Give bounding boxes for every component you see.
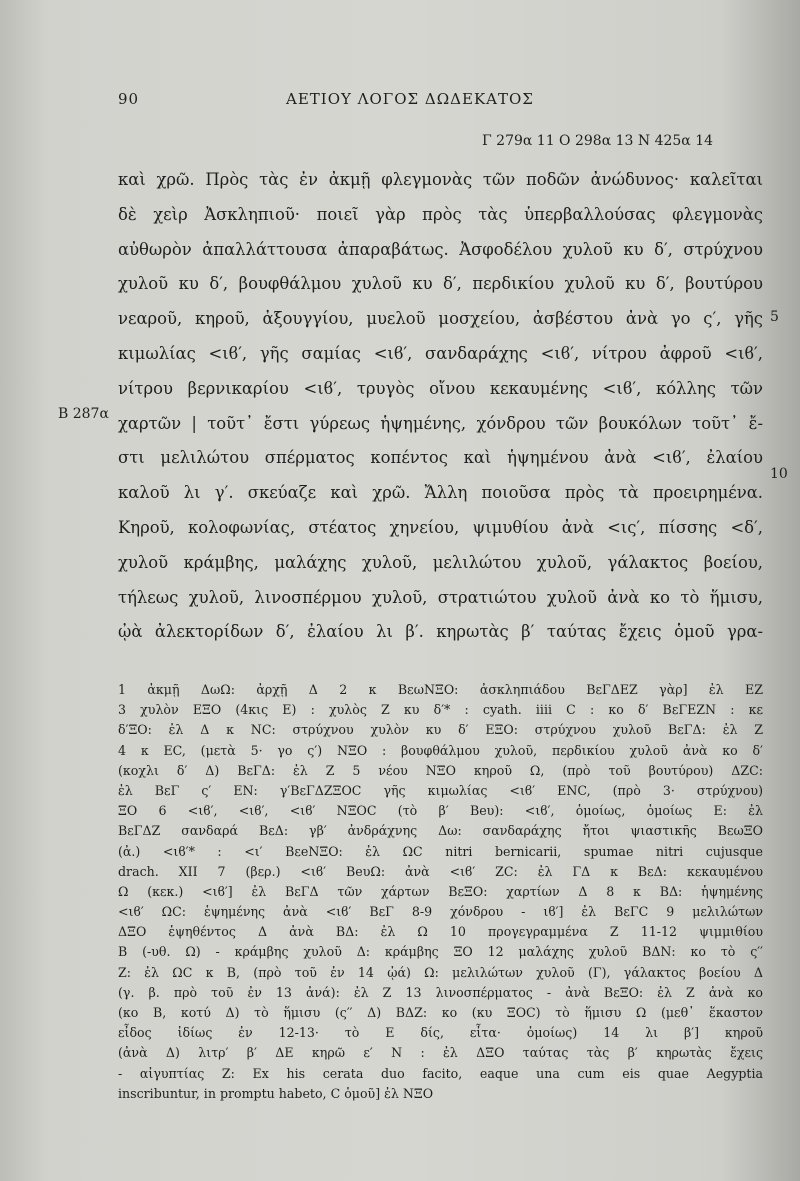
text-line: Κηροῦ, κολοφωνίας, στέατος χηνείου, ψιμυθίου ἀνὰ <ις′, πίσσης <δ′,	[118, 517, 763, 537]
text-line: αὐθωρὸν ἀπαλλάττουσα ἀπαραβάτως. Ἀσφοδέλου χυλοῦ κυ δ′, στρύχνου	[118, 239, 763, 259]
apparatus-line: (ἀ.) <ιϐ′* : <ι′ BεeΝΞΟ: ἐλ ΩC nitri bernicarii, spumae nitri cujusque	[118, 843, 763, 859]
page-header	[118, 90, 678, 114]
text-line: κιμωλίας <ιϐ′, γῆς σαμίας <ιϐ′, σανδαράχης <ιϐ′, νίτρου ἀφροῦ <ιϐ′,	[118, 343, 763, 363]
apparatus-line: BεΓΔΖ σανδαρά BεΔ: γβ′ ἀνδράχνης Δω: σανδαράχης ἤτοι ψιαστικῆς BεωΞΟ	[118, 823, 763, 839]
apparatus-line: εἶδος ἰδίως ἐν 12-13· τὸ Ε δίς, εἶτα· ὁμοίως) 14 λι β′] κηροῦ	[118, 1025, 763, 1041]
apparatus-line: 4 κ ΕC, (μετὰ 5· γο ς′) ΝΞΟ : βουφθάλμου χυλοῦ, περδικίου χυλοῦ ἀνὰ κο δ′	[118, 742, 763, 758]
apparatus-line: (ἀνὰ Δ) λιτρ′ β′ ΔΕ κηρῶ ε′ Ν : ἐλ ΔΞΟ ταύτας τὰς β′ κηρωτὰς ἔχεις	[118, 1045, 763, 1061]
apparatus-line: Ζ: ἐλ ΩC κ Β, (πρὸ τοῦ ἐν 14 ᾠά) Ω: μελιλώτων χυλοῦ (Γ), γάλακτος βοείου Δ	[118, 964, 763, 980]
apparatus-line: (κοχλι δ′ Δ) BεΓΔ: ἐλ Ζ 5 νέου ΝΞΟ κηροῦ Ω, (πρὸ τοῦ βουτύρου) ΔΖC:	[118, 762, 763, 778]
text-line: χαρτῶν | τοῦτ᾽ ἔστι γύρεως ἡψημένης, χόνδρου τῶν βουκόλων τοῦτ᾽ ἔ-	[118, 413, 763, 433]
page-number: 90	[118, 90, 140, 108]
text-line: καλοῦ λι γ′. σκεύαζε καὶ χρῶ. Ἄλλη ποιοῦσα πρὸς τὰ προειρημένα.	[118, 483, 763, 503]
main-text	[118, 163, 763, 650]
manuscript-sigla: Γ 279α 11 Ο 298α 13 Ν 425α 14	[482, 133, 714, 149]
text-line: χυλοῦ κράμβης, μαλάχης χυλοῦ, μελιλώτου χυλοῦ, γάλακτος βοείου,	[118, 552, 763, 572]
text-line: χυλοῦ κυ δ′, βουφθάλμου χυλοῦ κυ δ′, περδικίου χυλοῦ κυ δ′, βουτύρου	[118, 274, 763, 294]
apparatus-line: 3 χυλὸν ΕΞΟ (4κις Ε) : χυλὸς Ζ κυ δ′* : cyath. iiii C : κο δ′ BεΓΕΖΝ : κε	[118, 702, 763, 718]
text-line: δὲ χεὶρ Ἀσκληπιοῦ· ποιεῖ γὰρ πρὸς τὰς ὑπερβαλλούσας φλεγμονὰς	[118, 204, 763, 224]
text-line: ᾠὰ ἀλεκτορίδων δ′, ἐλαίου λι β′. κηρωτὰς β′ ταύτας ἔχεις ὁμοῦ γρα-	[118, 622, 763, 642]
apparatus-line: (γ. β. πρὸ τοῦ ἐν 13 ἀνά): ἐλ Ζ 13 λινοσπέρματος - ἀνὰ ΒεΞΟ: ἐλ Ζ ἀνὰ κο	[118, 984, 763, 1000]
apparatus-line: <ιϐ′ ΩC: ἑψημένης ἀνὰ <ιϐ′ BεΓ 8-9 χόνδρου - ιϐ′] ἐλ BεΓC 9 μελιλώτων	[118, 904, 763, 920]
text-line: στι μελιλώτου σπέρματος κοπέντος καὶ ἡψημένου ἀνὰ <ιϐ′, ἐλαίου	[118, 448, 763, 468]
apparatus-line: - αἰγυπτίας Ζ: Ex his cerata duo facito, eaque una cum eis quae Aegyptia	[118, 1065, 763, 1081]
text-line: καὶ χρῶ. Πρὸς τὰς ἐν ἀκμῇ φλεγμονὰς τῶν ποδῶν ἀνώδυνος· καλεῖται	[118, 170, 763, 189]
text-line: τήλεως χυλοῦ, λινοσπέρμου χυλοῦ, στρατιώτου χυλοῦ ἀνὰ κο τὸ ἥμισυ,	[118, 587, 763, 607]
apparatus-line: drach. XII 7 (βερ.) <ιϐ′ BeυΩ: ἀνὰ <ιϐ′ ΖC: ἐλ ΓΔ κ BεΔ: κεκαυμένου	[118, 863, 763, 879]
apparatus-line: (κο Β, κοτύ Δ) τὸ ἥμισυ (ς′′ Δ) ΒΔΖ: κο (κυ ΞΟC) τὸ ἥμισυ Ω (μεθ᾽ ἕκαστον	[118, 1005, 763, 1020]
line-number-5: 5	[770, 309, 779, 325]
apparatus-line: B (-υθ. Ω) - κράμβης χυλοῦ Δ: κράμβης ΞΟ 12 μαλάχης χυλοῦ ΒΔΝ: κο τὸ ς′′	[118, 944, 763, 960]
apparatus-line: 1 ἀκμῇ ΔωΩ: ἀρχῇ Δ 2 κ BεωΝΞΟ: ἀσκληπιάδου BεΓΔΕΖ γὰρ] ἐλ ΕΖ	[118, 682, 763, 697]
margin-ref: Β 287α	[58, 406, 109, 422]
apparatus-line: δ′ΞΟ: ἐλ Δ κ ΝC: στρύχνου χυλὸν κυ δ′ ΕΞΟ: στρύχνου χυλοῦ BεΓΔ: ἐλ Ζ	[118, 722, 763, 738]
apparatus-line: Ω (κεκ.) <ιϐ′] ἐλ BεΓΔ τῶν χάρτων BεΞΟ: χαρτίων Δ 8 κ ΒΔ: ἡψημένης	[118, 883, 763, 899]
apparatus-line: ΞΟ 6 <ιϐ′, <ιϐ′, <ιϐ′ ΝΞΟC (τὸ β′ Beυ): <ιϐ′, ὁμοίως, ὁμοίως Ε: ἐλ	[118, 803, 763, 819]
line-number-10: 10	[770, 466, 788, 482]
running-head: ΑΕΤΙΟΥ ΛΟΓΟΣ ΔΩΔΕΚΑΤΟΣ	[286, 90, 534, 108]
apparatus-line: ΔΞΟ ἑψηθέντος Δ ἀνὰ ΒΔ: ἐλ Ω 10 προγεγραμμένα Ζ 11-12 ψιμμιθίου	[118, 924, 763, 940]
text-line: νεαροῦ, κηροῦ, ἀξουγγίου, μυελοῦ μοσχείου, ἀσβέστου ἀνὰ γο ς′, γῆς	[118, 309, 763, 329]
text-line: νίτρου βερνικαρίου <ιϐ′, τρυγὸς οἴνου κεκαυμένης <ιϐ′, κόλλης τῶν	[118, 378, 763, 398]
critical-apparatus	[118, 680, 763, 1104]
apparatus-line: inscribuntur, in promptu habeto, C ὁμοῦ] ἐλ ΝΞΟ	[118, 1085, 434, 1101]
apparatus-line: ἐλ BεΓ ς′ ΕΝ: γ′BεΓΔΖΞΟC γῆς κιμωλίας <ιϐ′ ΕΝC, (πρὸ 3· στρύχνου)	[118, 782, 763, 798]
